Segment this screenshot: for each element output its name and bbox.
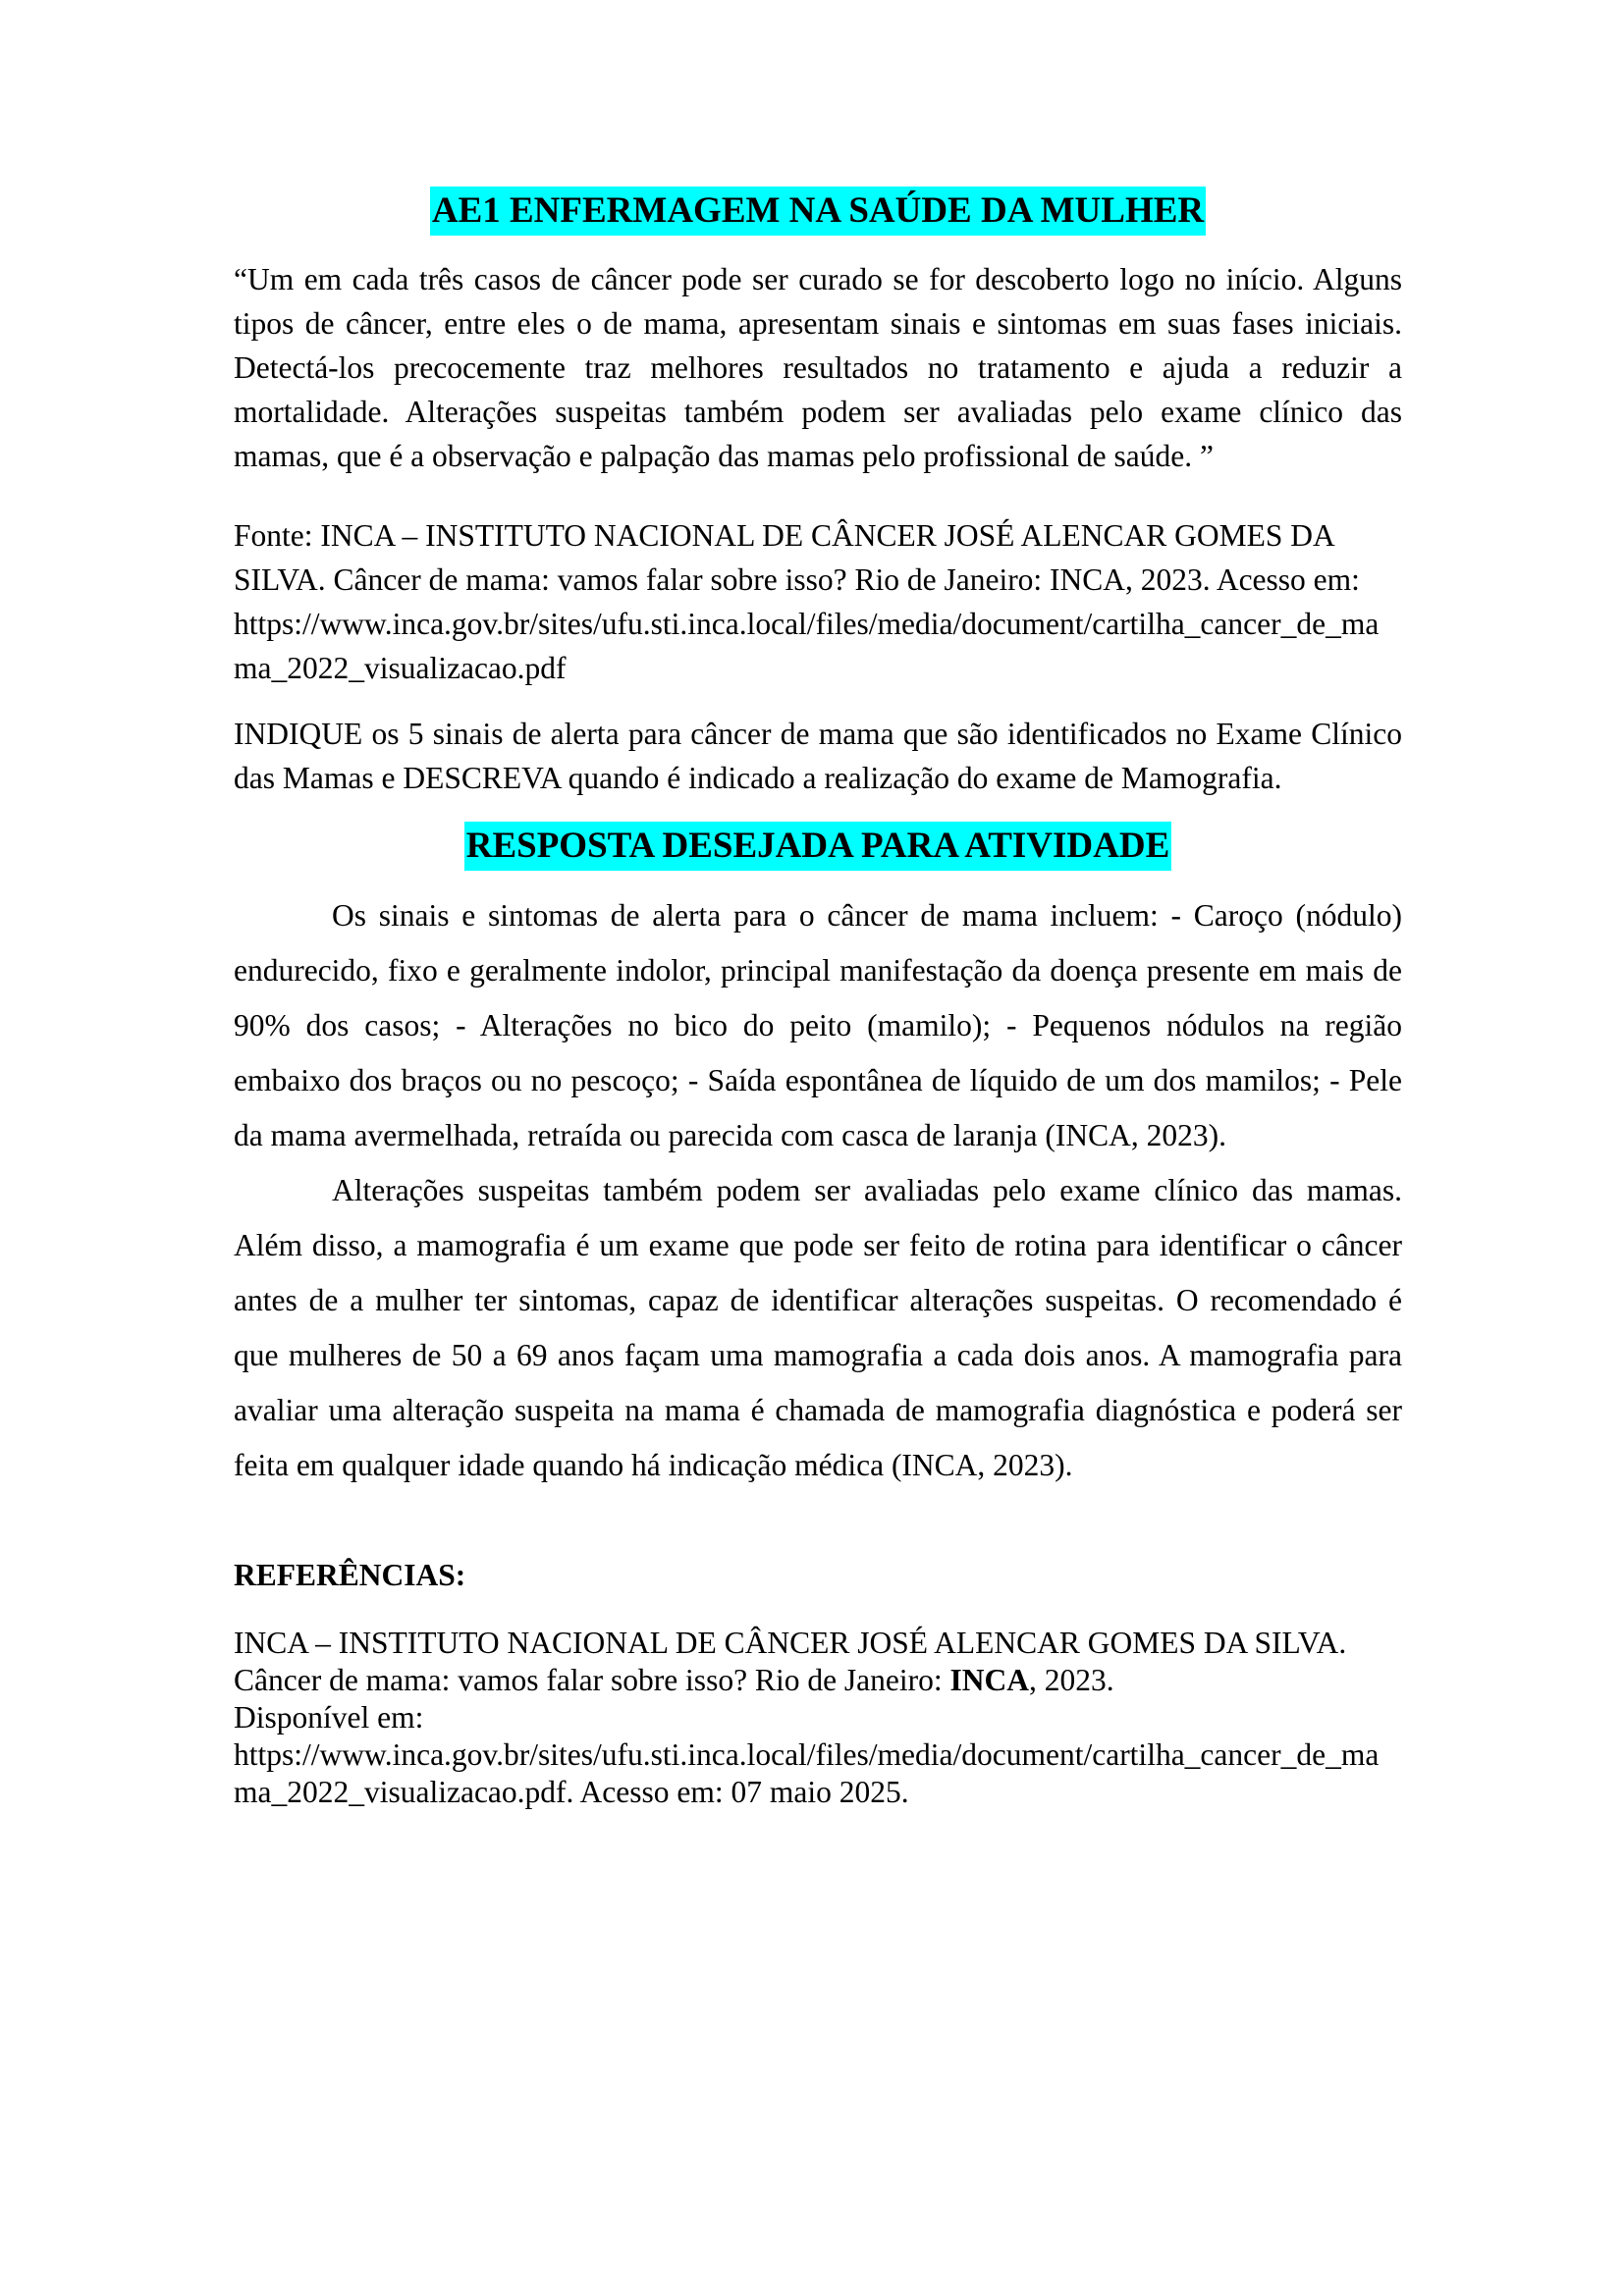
reference-url: https://www.inca.gov.br/sites/ufu.sti.inca.local/files/media/document/cartilha_cancer_de_mama_2022_visualizacao.pdf: [234, 1737, 1380, 1809]
answer-paragraph-1: Os sinais e sintomas de alerta para o câncer de mama incluem: - Caroço (nódulo) endurecido, fixo e geralmente indolor, principal manifestação da doença presente em mais de 90% dos casos; - Alterações no bico do peito (mamilo); - Pequenos nódulos na região embaixo dos braços ou no pescoço; - Saída espontânea de líquido de um dos mamilos; - Pele da mama avermelhada, retraída ou parecida com casca de laranja (INCA, 2023).: [234, 898, 1402, 1152]
reference-year: , 2023.: [1029, 1663, 1114, 1697]
answer-title-block: [234, 822, 1402, 871]
reference-text: INCA – INSTITUTO NACIONAL DE CÂNCER JOSÉ ALENCAR GOMES DA SILVA. Câncer de mama: vamos falar sobre isso? Rio de Janeiro:: [234, 1626, 1347, 1697]
source-url: https://www.inca.gov.br/sites/ufu.sti.inca.local/files/media/document/cartilha_cancer_de_mama_2022_visualizacao.pdf: [234, 607, 1380, 685]
task-statement: INDIQUE os 5 sinais de alerta para câncer de mama que são identificados no Exame Clínico das Mamas e DESCREVA quando é indicado a realização do exame de Mamografia.: [234, 717, 1402, 795]
references-title: REFERÊNCIAS:: [234, 1558, 466, 1592]
reference-access-date: . Acesso em: 07 maio 2025.: [566, 1775, 909, 1809]
source-text: Fonte: INCA – INSTITUTO NACIONAL DE CÂNCER JOSÉ ALENCAR GOMES DA SILVA. Câncer de mama: vamos falar sobre isso? Rio de Janeiro: INCA, 2023. Acesso em:: [234, 518, 1360, 597]
reference-publisher: INCA: [949, 1663, 1030, 1697]
answer-paragraph-2: Alterações suspeitas também podem ser avaliadas pelo exame clínico das mamas. Além disso, a mamografia é um exame que pode ser feito de rotina para identificar o câncer antes de a mulher ter sintomas, capaz de identificar alterações suspeitas. O recomendado é que mulheres de 50 a 69 anos façam uma mamografia a cada dois anos. A mamografia para avaliar uma alteração suspeita na mama é chamada de mamografia diagnóstica e poderá ser feita em qualquer idade quando há indicação médica (INCA, 2023).: [234, 1173, 1402, 1482]
page-title: AE1 ENFERMAGEM NA SAÚDE DA MULHER: [430, 187, 1206, 236]
answer-title: RESPOSTA DESEJADA PARA ATIVIDADE: [464, 822, 1172, 871]
title-block: [234, 187, 1402, 236]
document-body: [234, 187, 1402, 1811]
reference-available: Disponível em:: [234, 1700, 424, 1735]
source-citation: [234, 513, 1402, 690]
reference-entry: [234, 1625, 1402, 1811]
intro-quote: “Um em cada três casos de câncer pode ser curado se for descoberto logo no início. Alguns tipos de câncer, entre eles o de mama, apresentam sinais e sintomas em suas fases iniciais. Detectá-los precocemente traz melhores resultados no tratamento e ajuda a reduzir a mortalidade. Alterações suspeitas também podem ser avaliadas pelo exame clínico das mamas, que é a observação e palpação das mamas pelo profissional de saúde. ”: [234, 262, 1402, 473]
